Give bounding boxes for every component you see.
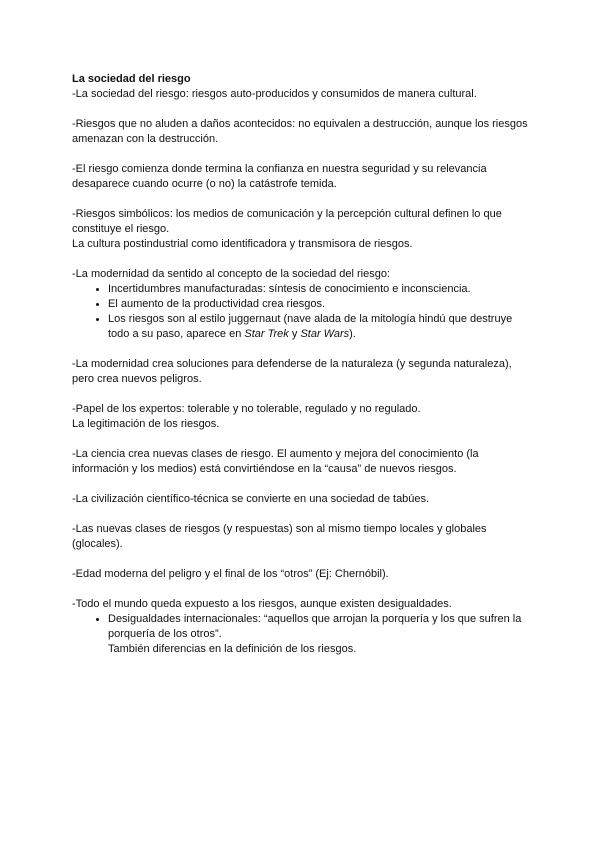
- document-title: La sociedad del riesgo: [72, 73, 191, 85]
- list-item-continuation: También diferencias en la definición de los riesgos.: [108, 643, 357, 655]
- list-item: [108, 312, 532, 342]
- paragraph-4b: La cultura postindustrial como identificadora y transmisora de riesgos.: [72, 238, 413, 250]
- document-body: [72, 72, 532, 672]
- italic-star-trek: Star Trek: [244, 328, 289, 340]
- bullet-list-modernidad: [72, 282, 532, 342]
- list-item-text: y: [288, 328, 301, 340]
- paragraph-10: -Las nuevas clases de riesgos (y respuestas) son al mismo tiempo locales y globales (glocales).: [72, 523, 487, 550]
- list-item-text: Los riesgos son al estilo juggernaut (nave alada de la mitología hindú que destruye todo a su paso, aparece en: [108, 313, 513, 340]
- paragraph-2: -Riesgos que no aluden a daños acontecidos: no equivalen a destrucción, aunque los riesgos amenazan con la destrucción.: [72, 118, 528, 145]
- paragraph-11: -Edad moderna del peligro y el final de los “otros” (Ej: Chernóbil).: [72, 568, 389, 580]
- list-item-text: ).: [349, 328, 356, 340]
- paragraph-7b: La legitimación de los riesgos.: [72, 418, 220, 430]
- italic-star-wars: Star Wars: [300, 328, 350, 340]
- paragraph-1: -La sociedad del riesgo: riesgos auto-producidos y consumidos de manera cultural.: [72, 88, 477, 100]
- paragraph-9: -La civilización científico-técnica se convierte en una sociedad de tabúes.: [72, 493, 430, 505]
- list-item: • Incertidumbres manufacturadas: síntesis de conocimiento e inconsciencia.: [108, 282, 532, 297]
- paragraph-3: -El riesgo comienza donde termina la confianza en nuestra seguridad y su relevancia desaparece cuando ocurre (o no) la catástrofe temida.: [72, 163, 487, 190]
- paragraph-6: -La modernidad crea soluciones para defenderse de la naturaleza (y segunda naturaleza), pero crea nuevos peligros.: [72, 358, 512, 385]
- paragraph-12: -Todo el mundo queda expuesto a los riesgos, aunque existen desigualdades.: [72, 598, 452, 610]
- paragraph-4a: -Riesgos simbólicos: los medios de comunicación y la percepción cultural definen lo que constituye el riesgo.: [72, 208, 502, 235]
- list-item-text: Desigualdades internacionales: “aquellos que arrojan la porquería y los que sufren la porquería de los otros”.: [108, 613, 522, 640]
- paragraph-7a: -Papel de los expertos: tolerable y no tolerable, regulado y no regulado.: [72, 403, 421, 415]
- list-item: • El aumento de la productividad crea riesgos.: [108, 297, 532, 312]
- list-item: [108, 612, 532, 657]
- paragraph-5: -La modernidad da sentido al concepto de la sociedad del riesgo:: [72, 268, 390, 280]
- bullet-list-desigualdades: [72, 612, 532, 657]
- paragraph-8: -La ciencia crea nuevas clases de riesgo. El aumento y mejora del conocimiento (la información y los medios) está convirtiéndose en la “causa” de nuevos riesgos.: [72, 448, 479, 475]
